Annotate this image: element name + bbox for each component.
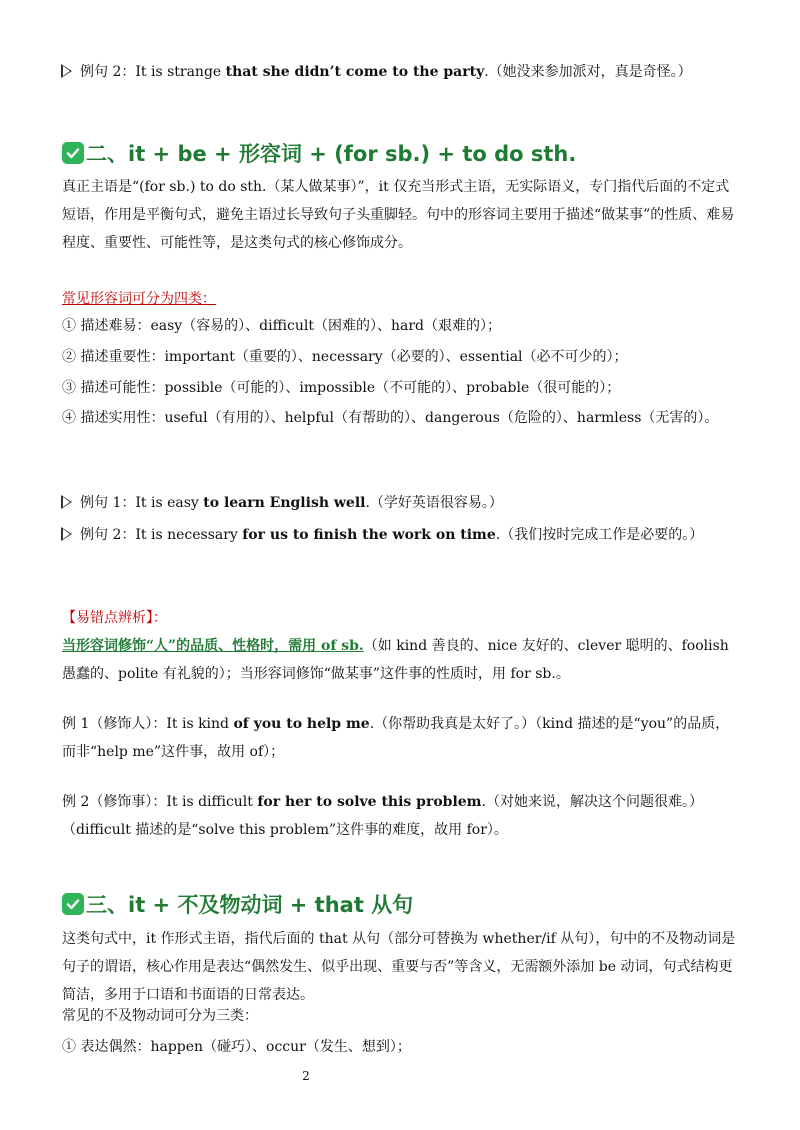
example-sentence-2-top: 例句 2：It is strange that she didn’t come to the party.（她没来参加派对，真是奇怪。）	[62, 62, 738, 82]
triangle-bullet-icon	[62, 528, 72, 540]
section-3-description: 这类句式中，it 作形式主语，指代后面的 that 从句（部分可替换为 whether/if 从句），句中的不及物动词是句子的谓语，核心作用是表达“偶然发生、似乎出现、重要与否”等含义，无需额外添加 be 动词，句式结构更简洁，多用于口语和书面语的日常表达。	[62, 931, 736, 1003]
section-2-heading: 二、it + be + 形容词 + (for sb.) + to do sth.	[62, 138, 576, 168]
pitfall-rule: 当形容词修饰“人”的品质、性格时，需用 of sb.（如 kind 善良的、nice 友好的、clever 聪明的、foolish 愚蠢的、polite 有礼貌的）；当形容词修饰“做某事”这件事的性质时，用 for sb.。	[62, 638, 729, 682]
category-item-4: ④ 描述实用性：useful（有用的）、helpful（有帮助的）、dangerous（危险的）、harmless（无害的）。	[62, 410, 719, 426]
triangle-bullet-icon	[62, 65, 72, 77]
verb-category-item-1: ① 表达偶然：happen（碰巧）、occur（发生、想到）；	[62, 1039, 411, 1055]
verb-categories-title: 常见的不及物动词可分为三类：	[62, 1008, 258, 1024]
pitfall-title: 【易错点辨析】：	[62, 610, 167, 626]
section-2-description: 真正主语是“(for sb.) to do sth.（某人做某事）”，it 仅充当形式主语，无实际语义，专门指代后面的不定式短语，作用是平衡句式，避免主语过长导致句子头重脚轻。句中的形容词主要用于描述“做某事”的性质、难易程度、重要性、可能性等，是这类句式的核心修饰成分。	[62, 179, 735, 251]
category-item-3: ③ 描述可能性：possible（可能的）、impossible（不可能的）、probable（很可能的）；	[62, 380, 621, 396]
example-sentence-1: 例句 1：It is easy to learn English well.（学好英语很容易。）	[62, 493, 738, 513]
checkmark-icon	[62, 893, 84, 915]
triangle-bullet-icon	[62, 496, 72, 508]
checkmark-icon	[62, 142, 84, 164]
category-item-1: ① 描述难易：easy（容易的）、difficult（困难的）、hard（艰难的）；	[62, 318, 502, 334]
section-3-heading: 三、it + 不及物动词 + that 从句	[62, 889, 413, 919]
pitfall-example-1: 例 1（修饰人）：It is kind of you to help me.（你帮助我真是太好了。）（kind 描述的是“you”的品质，而非“help me”这件事，故用 of）；	[62, 716, 730, 760]
page-number: 2	[302, 1069, 310, 1083]
pitfall-example-2: 例 2（修饰事）：It is difficult for her to solve this problem.（对她来说，解决这个问题很难。）（difficult 描述的是“solve this problem”这件事的难度，故用 for）。	[62, 794, 703, 838]
category-item-2: ② 描述重要性：important（重要的）、necessary（必要的）、essential（必不可少的）；	[62, 349, 628, 365]
example-sentence-2: 例句 2：It is necessary for us to finish the work on time.（我们按时完成工作是必要的。）	[62, 525, 738, 545]
adjective-categories-title: 常见形容词可分为四类：	[62, 291, 216, 307]
